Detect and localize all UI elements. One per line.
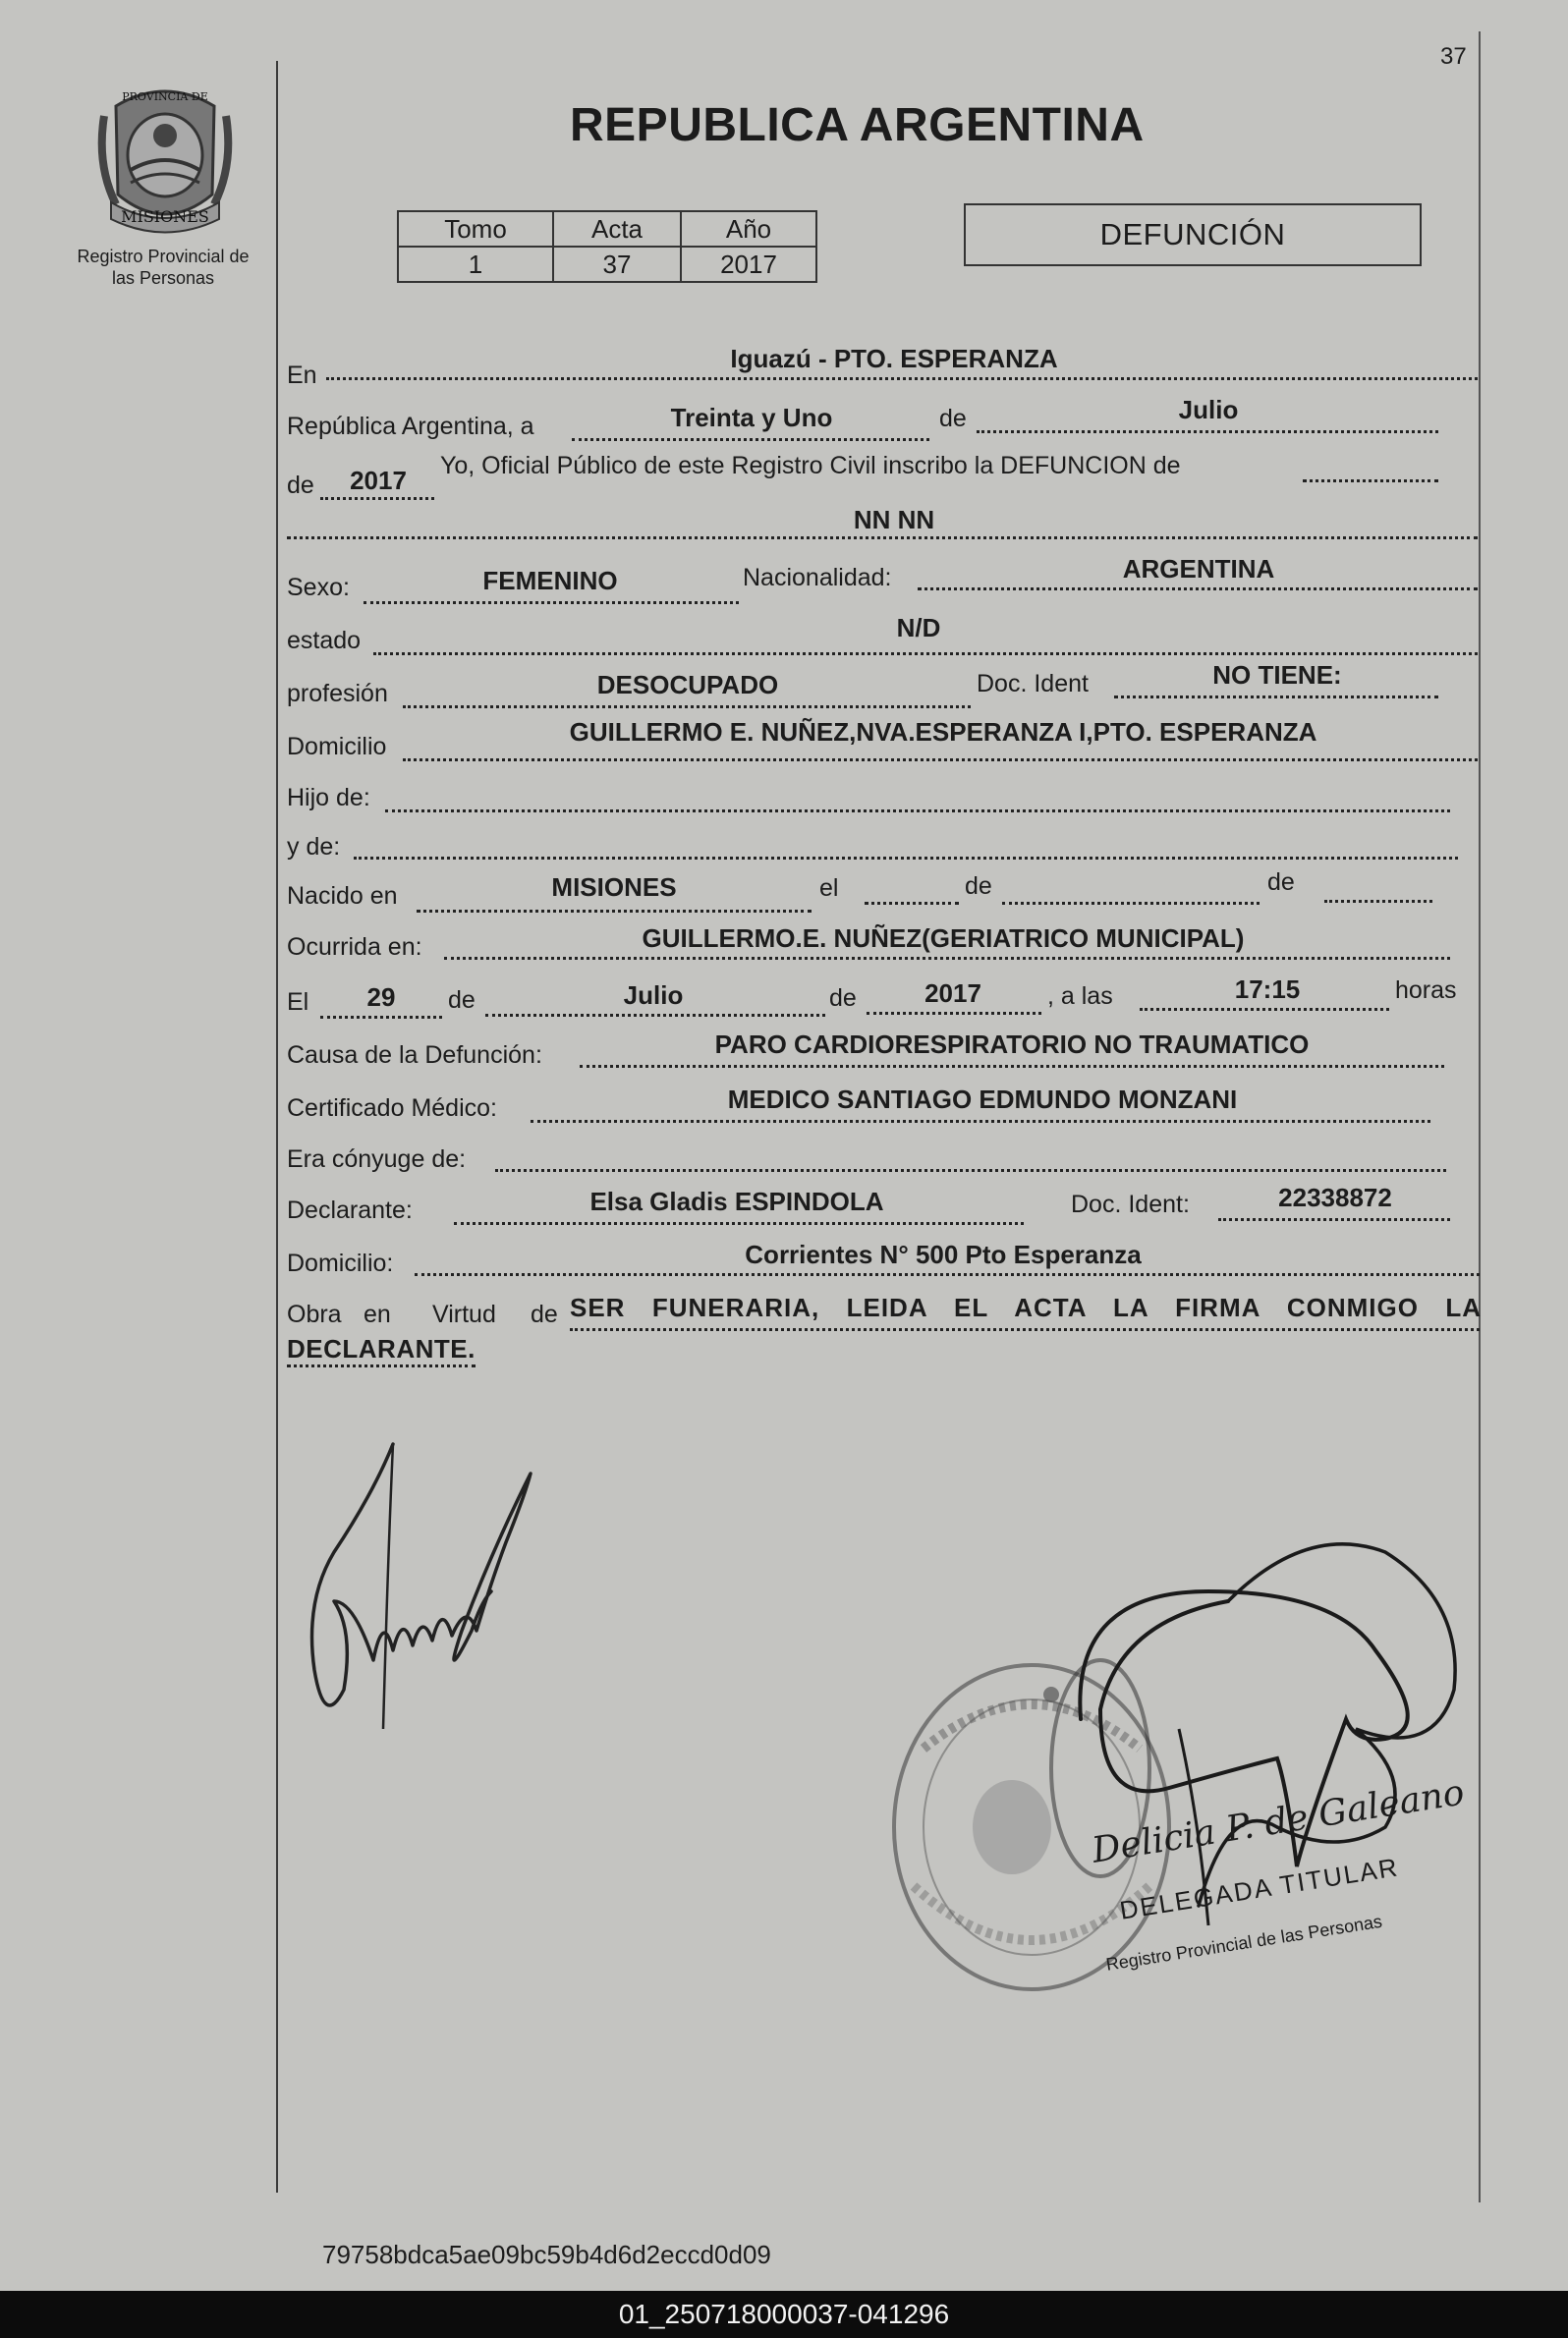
label-sexo: Sexo: xyxy=(287,574,350,601)
doc-ident-value: NO TIENE: xyxy=(1212,660,1342,690)
dotted-line xyxy=(454,1222,1024,1225)
tomo-header: Tomo xyxy=(398,211,553,247)
label-obra-virtud: Virtud xyxy=(432,1301,496,1328)
left-margin-rule xyxy=(276,61,278,2193)
dotted-line xyxy=(364,601,739,604)
label-obra-de: de xyxy=(531,1301,558,1328)
label-y-de: y de: xyxy=(287,833,341,861)
label-yo-oficial: Yo, Oficial Público de este Registro Civil inscribo la DEFUNCION de xyxy=(440,452,1181,479)
tomo-value: 1 xyxy=(398,247,553,282)
label-profesion: profesión xyxy=(287,680,388,707)
death-day-value: 29 xyxy=(366,982,396,1012)
label-obra: Obra xyxy=(287,1301,342,1328)
deceased-name-value: NN NN xyxy=(853,505,935,534)
label-de: de xyxy=(939,405,967,432)
dotted-line xyxy=(1303,479,1438,482)
dotted-line xyxy=(1218,1218,1450,1221)
dotted-line xyxy=(403,705,971,708)
month-value: Julio xyxy=(1178,395,1239,424)
official-signature-icon xyxy=(295,1434,550,1758)
label-hijo-de: Hijo de: xyxy=(287,784,370,811)
label-nacionalidad: Nacionalidad: xyxy=(743,564,892,591)
label-de: de xyxy=(287,472,314,499)
record-table xyxy=(397,210,817,283)
page-number: 37 xyxy=(1440,43,1467,70)
label-declarante: Declarante: xyxy=(287,1197,413,1224)
label-certificado: Certificado Médico: xyxy=(287,1094,497,1122)
delegate-title: DELEGADA TITULAR xyxy=(1117,1852,1401,1925)
delegate-name: Delicia P. de Galeano xyxy=(1089,1772,1468,1871)
dotted-line xyxy=(977,430,1438,433)
document-title: REPUBLICA ARGENTINA xyxy=(570,99,1145,151)
dotted-line xyxy=(326,377,1478,380)
svg-text:MISIONES: MISIONES xyxy=(121,207,209,226)
label-de: de xyxy=(965,872,992,900)
obra-virtud-value: SER FUNERARIA, LEIDA EL ACTA LA FIRMA CONMIGO LA xyxy=(570,1293,1482,1322)
footer-id-bar xyxy=(0,2291,1568,2338)
label-republica: República Argentina, a xyxy=(287,413,534,440)
dotted-line xyxy=(287,536,1478,539)
label-estado: estado xyxy=(287,627,362,654)
registry-line-1: Registro Provincial de xyxy=(77,247,250,266)
dotted-line xyxy=(531,1120,1430,1123)
dotted-line xyxy=(570,1328,1480,1331)
record-type-box xyxy=(964,203,1422,266)
provincial-emblem-icon xyxy=(96,77,234,234)
place-value: Iguazú - PTO. ESPERANZA xyxy=(730,344,1058,373)
label-a-las: , a las xyxy=(1047,982,1113,1010)
delegate-org: Registro Provincial de las Personas xyxy=(1104,1911,1384,1975)
cause-value: PARO CARDIORESPIRATORIO NO TRAUMATICO xyxy=(714,1030,1310,1059)
registry-line-2: las Personas xyxy=(111,268,215,288)
label-doc-ident-2: Doc. Ident: xyxy=(1071,1191,1190,1218)
dotted-line xyxy=(867,1012,1041,1015)
dotted-line xyxy=(444,957,1450,960)
day-words-value: Treinta y Uno xyxy=(670,403,833,432)
dotted-line xyxy=(485,1014,825,1017)
dotted-line xyxy=(1140,1008,1389,1011)
declarant-address-value: Corrientes N° 500 Pto Esperanza xyxy=(745,1240,1142,1269)
death-place-value: GUILLERMO.E. NUÑEZ(GERIATRICO MUNICIPAL) xyxy=(642,923,1245,953)
dotted-line xyxy=(1324,900,1432,903)
acta-value: 37 xyxy=(553,247,681,282)
dotted-line xyxy=(415,1273,1480,1276)
label-conyuge: Era cónyuge de: xyxy=(287,1145,467,1173)
label-el-cap: El xyxy=(287,988,309,1016)
death-month-value: Julio xyxy=(623,980,684,1010)
dotted-line xyxy=(918,587,1478,590)
label-causa: Causa de la Defunción: xyxy=(287,1041,542,1069)
birthplace-value: MISIONES xyxy=(551,872,677,902)
profession-value: DESOCUPADO xyxy=(596,670,779,699)
label-de: de xyxy=(829,984,857,1012)
civil-status-value: N/D xyxy=(896,613,941,642)
label-el: el xyxy=(819,874,839,902)
death-time-value: 17:15 xyxy=(1234,974,1301,1004)
nationality-value: ARGENTINA xyxy=(1122,554,1275,584)
dotted-line xyxy=(1002,902,1260,905)
dotted-line xyxy=(865,902,959,905)
certificate-value: MEDICO SANTIAGO EDMUNDO MONZANI xyxy=(727,1085,1238,1114)
label-obra-en: en xyxy=(364,1301,391,1328)
dotted-line xyxy=(495,1169,1446,1172)
dotted-line xyxy=(580,1065,1444,1068)
label-domicilio: Domicilio xyxy=(287,733,387,760)
year-value: 2017 xyxy=(350,466,407,495)
document-hash: 79758bdca5ae09bc59b4d6d2eccd0d09 xyxy=(322,2240,771,2269)
dotted-line xyxy=(373,652,1478,655)
dotted-line xyxy=(320,497,434,500)
dotted-line xyxy=(417,910,812,913)
dotted-line xyxy=(572,438,929,441)
label-de: de xyxy=(1267,868,1295,896)
label-ocurrida-en: Ocurrida en: xyxy=(287,933,422,961)
svg-text:PROVINCIA DE: PROVINCIA DE xyxy=(122,90,208,103)
anio-value: 2017 xyxy=(681,247,816,282)
declarant-doc-value: 22338872 xyxy=(1278,1183,1392,1212)
label-horas: horas xyxy=(1395,976,1457,1004)
dotted-line xyxy=(385,809,1450,812)
sex-value: FEMENINO xyxy=(482,566,618,595)
dotted-line xyxy=(320,1016,442,1019)
obra-virtud-value-2: DECLARANTE. xyxy=(287,1334,476,1367)
anio-header: Año xyxy=(681,211,816,247)
declarant-value: Elsa Gladis ESPINDOLA xyxy=(589,1187,884,1216)
record-type: DEFUNCIÓN xyxy=(1099,217,1286,251)
label-domicilio-2: Domicilio: xyxy=(287,1250,394,1277)
label-nacido-en: Nacido en xyxy=(287,882,398,910)
acta-header: Acta xyxy=(553,211,681,247)
death-year-value: 2017 xyxy=(924,978,981,1008)
label-de: de xyxy=(448,986,476,1014)
dotted-line xyxy=(354,857,1458,860)
label-doc-ident: Doc. Ident xyxy=(977,670,1089,697)
registry-name xyxy=(59,246,267,289)
dotted-line xyxy=(403,758,1478,761)
label-en: En xyxy=(287,362,317,389)
dotted-line xyxy=(1114,696,1438,698)
footer-id: 01_250718000037-041296 xyxy=(618,2299,950,2329)
address-value: GUILLERMO E. NUÑEZ,NVA.ESPERANZA I,PTO. ESPERANZA xyxy=(569,717,1317,747)
